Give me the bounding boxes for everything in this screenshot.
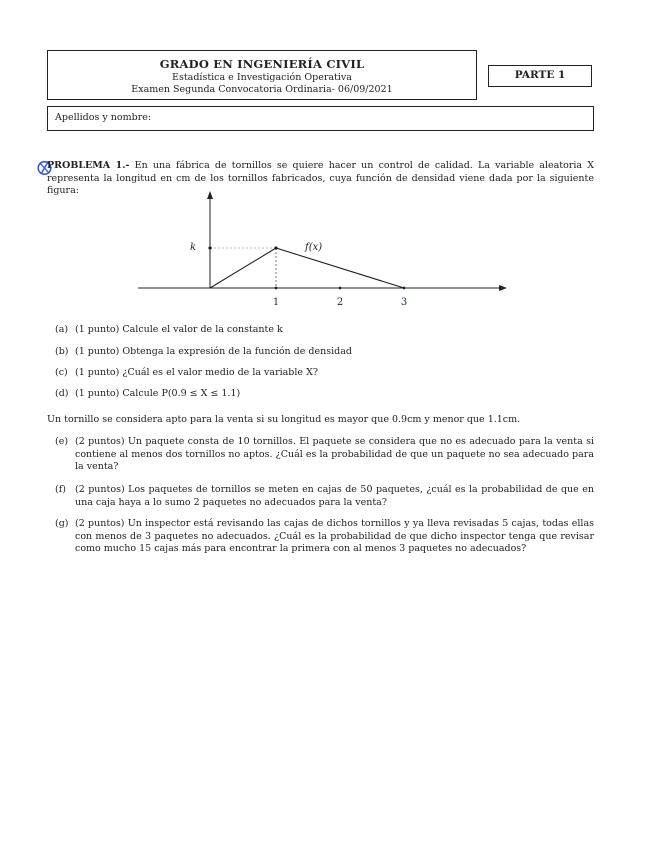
y-axis-arrow <box>207 191 213 199</box>
tick-label-2: 2 <box>336 297 344 308</box>
name-field-label: Apellidos y nombre: <box>55 112 152 123</box>
item-label: (g) <box>55 518 69 529</box>
tick-1 <box>275 287 278 290</box>
part-label: PARTE 1 <box>488 65 592 87</box>
item-text: (2 puntos) Un paquete consta de 10 tornillos. El paquete se considera que no es adecuado para la venta si contiene al menos dos tornillos no aptos. ¿Cuál es la probabilidad de que un paquete no sea adecuado para la venta? <box>75 436 594 472</box>
tick-label-1: 1 <box>272 297 280 308</box>
degree-title: GRADO EN INGENIERÍA CIVIL <box>159 57 365 71</box>
density-figure <box>130 188 515 310</box>
k-label: k <box>190 242 197 253</box>
item-label: (c) <box>55 367 68 378</box>
tick-2 <box>339 287 342 290</box>
tick-label-3: 3 <box>400 297 408 308</box>
item-label: (b) <box>55 346 69 357</box>
subject-name: Estadística e Investigación Operativa <box>172 72 352 83</box>
density-curve <box>210 248 404 288</box>
k-point <box>208 246 211 249</box>
item-text: (1 punto) ¿Cuál es el valor medio de la variable X? <box>75 367 318 378</box>
item-label: (e) <box>55 436 69 447</box>
item-label: (d) <box>55 388 69 399</box>
item-text: (2 puntos) Los paquetes de tornillos se meten en cajas de 50 paquetes, ¿cuál es la probabilidad de que en una caja haya a lo sumo 2 paquetes no adecuados para la venta? <box>75 484 594 508</box>
x-axis-arrow <box>499 285 507 291</box>
exam-date-line: Examen Segunda Convocatoria Ordinaria- 06/09/2021 <box>131 84 393 95</box>
problem-heading: PROBLEMA 1.- <box>47 160 130 171</box>
item-text: (1 punto) Calcule el valor de la constante k <box>75 324 283 335</box>
item-text: (2 puntos) Un inspector está revisando las cajas de dichos tornillos y ya lleva revisadas 5 cajas, todas ellas con menos de 3 paquetes no adecuados. ¿Cuál es la probabilidad de que dicho inspector tenga que revisar como mucho 15 cajas más para encontrar la primera con al menos 3 paquetes no adecuados? <box>75 518 594 554</box>
aptness-criterion: Un tornillo se considera apto para la venta si su longitud es mayor que 0.9cm y menor que 1.1cm. <box>47 414 521 425</box>
name-field[interactable] <box>47 106 594 131</box>
fx-label: f(x) <box>305 242 323 253</box>
item-label: (f) <box>55 484 66 495</box>
exam-header <box>47 50 477 100</box>
item-label: (a) <box>55 324 69 335</box>
problem-intro: En una fábrica de tornillos se quiere hacer un control de calidad. La variable aleatoria X representa la longitud en cm de los tornillos fabricados, cuya función de densidad viene dada por la siguiente figura: <box>47 160 594 196</box>
tick-3 <box>403 287 406 290</box>
peak-point <box>274 246 277 249</box>
item-text: (1 punto) Obtenga la expresión de la función de densidad <box>75 346 352 357</box>
item-text: (1 punto) Calcule P(0.9 ≤ X ≤ 1.1) <box>75 388 241 399</box>
